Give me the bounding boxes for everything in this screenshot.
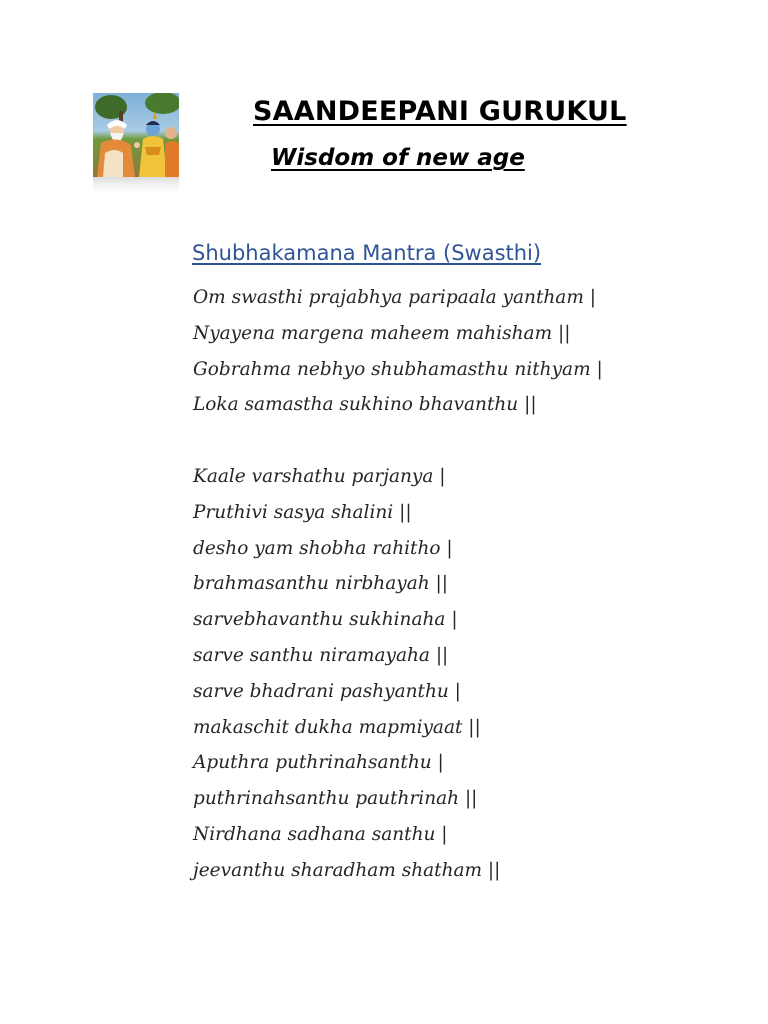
verse-line: brahmasanthu nirbhayah || — [193, 573, 448, 595]
mantra-heading: Shubhakamana Mantra (Swasthi) — [192, 241, 542, 265]
verse-line: Pruthivi sasya shalini || — [193, 501, 412, 523]
verse-line: Om swasthi prajabhya paripaala yantham | — [193, 287, 596, 308]
mantra-stanza-2 — [193, 459, 500, 889]
verse-line: Loka samastha sukhino bhavanthu || — [193, 394, 537, 416]
verse-line: jeevanthu sharadham shatham || — [193, 859, 501, 881]
page-title: SAANDEEPANI GURUKUL — [253, 96, 627, 127]
verse-line: Nyayena margena maheem mahisham || — [193, 322, 571, 344]
verse-line: Kaale varshathu parjanya | — [193, 466, 446, 487]
page-subtitle: Wisdom of new age — [271, 145, 525, 171]
guru-disciple-illustration-icon — [93, 93, 179, 197]
verse-line: Nirdhana sadhana santhu | — [193, 823, 448, 845]
verse-line: makaschit dukha mapmiyaat || — [193, 716, 481, 738]
verse-line: puthrinahsanthu pauthrinah || — [193, 788, 478, 810]
verse-line: sarve bhadrani pashyanthu | — [193, 680, 461, 702]
verse-line: Gobrahma nebhyo shubhamasthu nithyam | — [193, 358, 603, 380]
verse-line: desho yam shobha rahitho | — [193, 537, 453, 559]
verse-line: Aputhra puthrinahsanthu | — [193, 752, 444, 774]
mantra-stanza-1 — [193, 280, 603, 423]
verse-line: sarve santhu niramayaha || — [193, 644, 449, 666]
verse-line: sarvebhavanthu sukhinaha | — [193, 609, 458, 631]
